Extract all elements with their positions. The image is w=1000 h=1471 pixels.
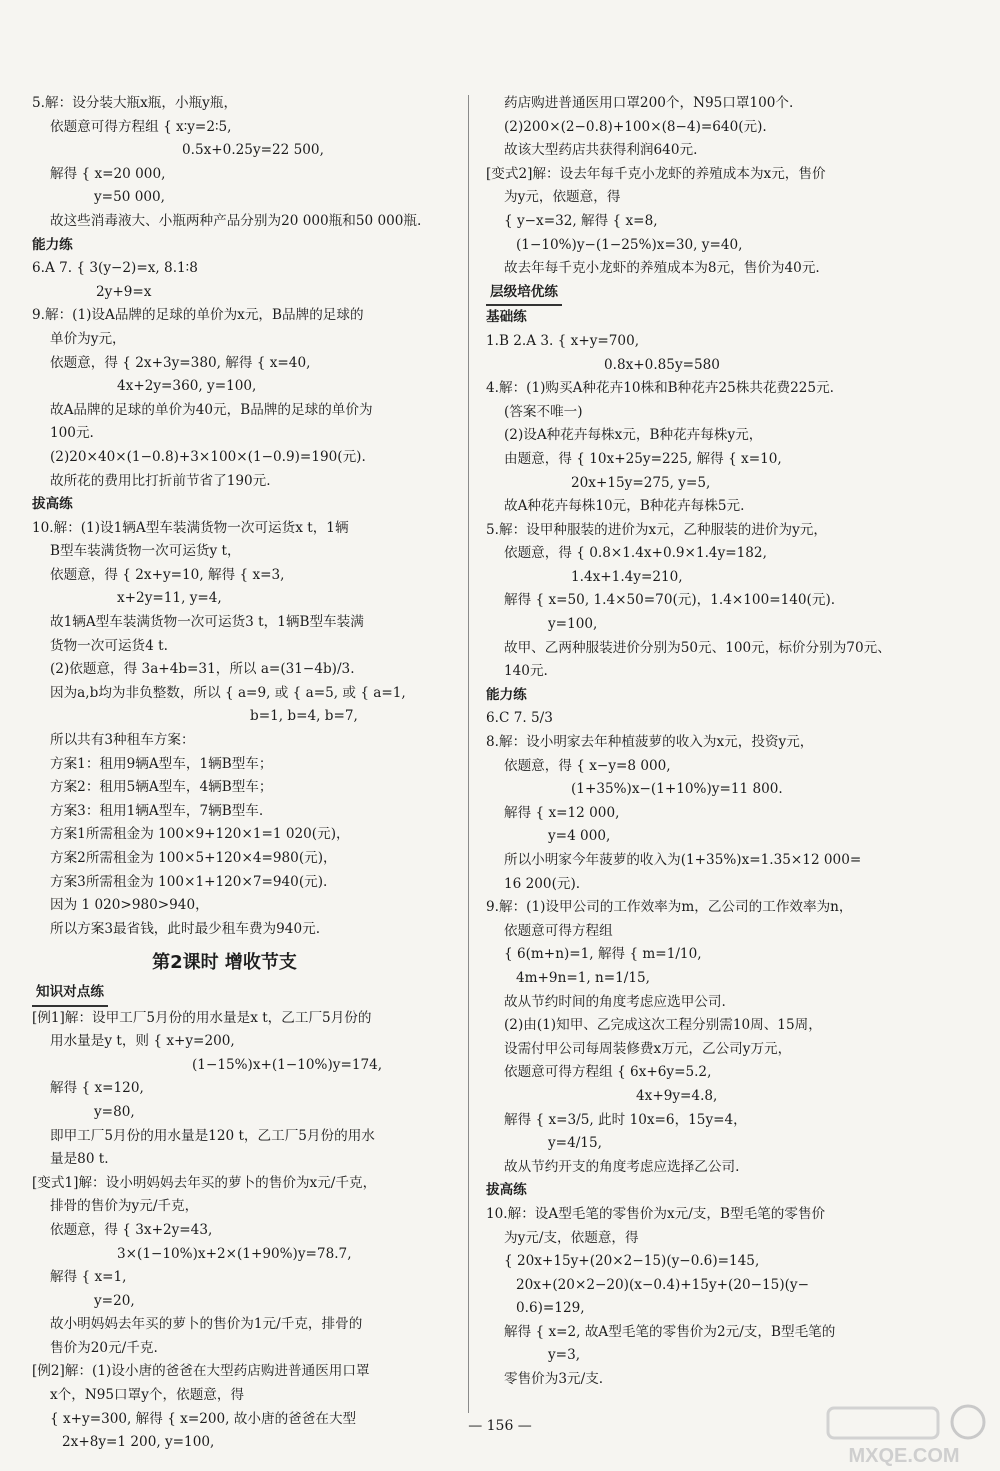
text-line: 依题意，得 { x−y=8 000, (504, 757, 671, 774)
text-line: 2x+8y=1 200, y=100, (62, 1434, 215, 1451)
text-line: 故该大型药店共获得利润640元. (504, 142, 698, 159)
text-line: 依题意可得方程组 { x∶y=2∶5, (50, 118, 232, 135)
section-tag: 层级培优练 (486, 281, 562, 307)
text-line: 1.B 2.A 3. { x+y=700, (486, 332, 640, 349)
section-heading: 拔高练 (32, 496, 73, 513)
text-line: (1−10%)y−(1−25%)x=30, y=40, (516, 236, 743, 253)
text-line: 依题意，得 { 3x+2y=43, (50, 1221, 213, 1238)
text-line: 故1辆A型车装满货物一次可运货3 t，1辆B型车装满 (50, 614, 364, 631)
text-line: 单价为y元， (50, 330, 126, 347)
text-line: 解得 { x=20 000, (50, 165, 166, 182)
text-line: 解得 { x=2, 故A型毛笔的零售价为2元/支，B型毛笔的 (504, 1323, 836, 1340)
text-line: 零售价为3元/支. (504, 1371, 604, 1388)
text-line: 4m+9n=1, n=1/15, (516, 969, 651, 986)
text-line: 4x+2y=360, y=100, (117, 378, 257, 395)
text-line: (2)20×40×(1−0.8)+3×100×(1−0.9)=190(元). (50, 448, 366, 465)
text-line: 所以方案3最省钱，此时最少租车费为940元. (50, 920, 321, 937)
text-line: (2)依题意，得 3a+4b=31，所以 a=(31−4b)/3. (50, 661, 355, 678)
text-line: 解得 { x=3/5, 此时 10x=6，15y=4， (504, 1111, 747, 1128)
text-line: 设需付甲公司每周装修费x万元，乙公司y万元， (504, 1040, 792, 1057)
text-line: 20x+15y=275, y=5, (571, 474, 711, 491)
watermark-text: MXQE.COM (848, 1445, 960, 1467)
text-line: 所以小明家今年菠萝的收入为(1+35%)x=1.35×12 000= (504, 852, 862, 868)
section-heading: 能力练 (32, 236, 73, 253)
text-line: 故从节约开支的角度考虑应选择乙公司. (504, 1158, 740, 1175)
text-line: 故A品牌的足球的单价为40元，B品牌的足球的单价为 (50, 401, 373, 418)
text-line: 4.解：(1)购买A种花卉10株和B种花卉25株共花费225元. (486, 380, 834, 397)
text-line: 故从节约时间的角度考虑应选甲公司. (504, 993, 726, 1010)
text-line: { y−x=32, 解得 { x=8, (504, 212, 658, 229)
text-line: 16 200(元). (504, 875, 581, 892)
text-line: 货物一次可运货4 t. (50, 637, 168, 654)
text-line: 药店购进普通医用口罩200个，N95口罩100个. (504, 95, 794, 111)
text-line: B型车装满货物一次可运货y t， (50, 543, 241, 560)
text-line: 依题意可得方程组 (504, 922, 613, 939)
text-line: { 6(m+n)=1, 解得 { m=1/10, (504, 946, 702, 963)
text-line: 由题意，得 { 10x+25y=225, 解得 { x=10, (504, 450, 782, 467)
text-line: 故这些消毒液大、小瓶两种产品分别为20 000瓶和50 000瓶. (50, 212, 422, 229)
text-line: 0.8x+0.85y=580 (604, 356, 720, 373)
text-line: y=100, (548, 616, 598, 633)
section-heading: 能力练 (486, 686, 527, 703)
text-line: (2)200×(2−0.8)+100×(8−4)=640(元). (504, 118, 767, 135)
text-line: 故去年每千克小龙虾的养殖成本为8元，售价为40元. (504, 260, 820, 277)
text-line: y=4/15, (548, 1135, 602, 1152)
text-line: 5.解：设甲种服装的进价为x元，乙种服装的进价为y元， (486, 521, 827, 538)
text-line: 解得 { x=1, (50, 1269, 127, 1286)
text-line: 方案2：租用5辆A型车，4辆B型车； (50, 779, 273, 796)
text-line: 8.解：设小明家去年种植菠萝的收入为x元，投资y元， (486, 734, 814, 751)
text-line: [变式2]解：设去年每千克小龙虾的养殖成本为x元，售价 (486, 165, 826, 182)
text-line: 故甲、乙两种服装进价分别为50元、100元，标价分别为70元、 (504, 639, 891, 656)
text-line: 故所花的费用比打折前节省了190元. (50, 472, 271, 489)
text-line: (2)设A种花卉每株x元，B种花卉每株y元， (504, 427, 763, 444)
text-line: (答案不唯一) (504, 403, 583, 420)
text-line: 所以共有3种租车方案： (50, 732, 195, 749)
text-line: 为y元/支，依题意，得 (504, 1229, 639, 1246)
column-divider (468, 95, 469, 1413)
text-line: 依题意，得 { 2x+y=10, 解得 { x=3, (50, 566, 285, 583)
text-line: 1.4x+1.4y=210, (571, 568, 683, 585)
section-tag: 知识对点练 (32, 981, 108, 1007)
text-line: 解得 { x=12 000, (504, 804, 620, 821)
text-line: 9.解：(1)设A品牌的足球的单价为x元，B品牌的足球的 (32, 307, 364, 324)
text-line: 方案1所需租金为 100×9+120×1=1 020(元)， (50, 826, 350, 843)
text-line: y=50 000, (94, 189, 165, 206)
text-line: 10.解：(1)设1辆A型车装满货物一次可运货x t，1辆 (32, 519, 349, 536)
text-line: 方案3：租用1辆A型车，7辆B型车. (50, 802, 264, 819)
text-line: 0.5x+0.25y=22 500, (182, 142, 324, 159)
text-line: (1+35%)x−(1+10%)y=11 800. (571, 781, 783, 798)
text-line: 0.6)=129, (516, 1300, 585, 1317)
text-line: y=3, (548, 1347, 581, 1364)
text-line: 故小明妈妈去年买的萝卜的售价为1元/千克，排骨的 (50, 1316, 363, 1333)
text-line: 为y元，依题意，得 (504, 189, 621, 206)
text-line: 100元. (50, 425, 94, 442)
text-line: 9.解：(1)设甲公司的工作效率为m，乙公司的工作效率为n， (486, 899, 853, 916)
text-line: 20x+(20×2−20)(x−0.4)+15y+(20−15)(y− (516, 1276, 809, 1293)
text-line: 6.A 7. { 3(y−2)=x, 8.1∶8 (32, 260, 198, 277)
text-line: 140元. (504, 663, 548, 680)
text-line: { x+y=300, 解得 { x=200, 故小唐的爸爸在大型 (50, 1410, 357, 1427)
watermark-logo (818, 1400, 990, 1468)
text-line: [变式1]解：设小明妈妈去年买的萝卜的售价为x元/千克， (32, 1174, 377, 1191)
text-line: 因为a,b均为非负整数，所以 { a=9, 或 { a=5, 或 { a=1, (50, 684, 406, 701)
text-line: 4x+9y=4.8, (636, 1087, 718, 1104)
text-line: x个，N95口罩y个，依题意，得 (50, 1387, 245, 1404)
text-line: 依题意，得 { 0.8×1.4x+0.9×1.4y=182, (504, 545, 767, 562)
text-line: 5.解：设分装大瓶x瓶，小瓶y瓶， (32, 95, 238, 111)
text-line: y=4 000, (548, 828, 611, 845)
text-line: 因为 1 020>980>940， (50, 897, 209, 914)
text-line: 故A种花卉每株10元，B种花卉每株5元. (504, 498, 745, 515)
text-line: x+2y=11, y=4, (117, 590, 222, 607)
right-column (486, 92, 906, 1392)
left-column (32, 92, 457, 1455)
text-line: 方案3所需租金为 100×1+120×7=940(元). (50, 873, 328, 890)
text-line: y=80, (94, 1103, 135, 1120)
text-line: 用水量是y t，则 { x+y=200, (50, 1033, 235, 1050)
text-line: 3×(1−10%)x+2×(1+90%)y=78.7, (117, 1245, 352, 1262)
text-line: 售价为20元/千克. (50, 1339, 158, 1356)
text-line: y=20, (94, 1292, 135, 1309)
text-line: [例1]解：设甲工厂5月份的用水量是x t，乙工厂5月份的 (32, 1009, 372, 1026)
text-line: 依题意，得 { 2x+3y=380, 解得 { x=40, (50, 354, 311, 371)
text-line: 解得 { x=50, 1.4×50=70(元)，1.4×100=140(元). (504, 592, 836, 609)
text-line: 解得 { x=120, (50, 1080, 144, 1097)
text-line: b=1, b=4, b=7, (250, 708, 358, 725)
text-line: 方案2所需租金为 100×5+120×4=980(元)， (50, 850, 337, 866)
text-line: 10.解：设A型毛笔的零售价为x元/支，B型毛笔的零售价 (486, 1205, 826, 1222)
text-line: 量是80 t. (50, 1151, 109, 1168)
text-line: (1−15%)x+(1−10%)y=174, (192, 1056, 383, 1073)
section-heading: 基础练 (486, 309, 527, 326)
chapter-title: 第2课时 增收节支 (152, 952, 297, 974)
text-line: 6.C 7. 5/3 (486, 710, 553, 727)
text-line: { 20x+15y+(20×2−15)(y−0.6)=145, (504, 1253, 760, 1270)
text-line: 即甲工厂5月份的用水量是120 t，乙工厂5月份的用水 (50, 1127, 375, 1144)
section-heading: 拔高练 (486, 1182, 527, 1199)
text-line: 方案1：租用9辆A型车，1辆B型车； (50, 755, 273, 772)
text-line: [例2]解：(1)设小唐的爸爸在大型药店购进普通医用口罩 (32, 1363, 370, 1380)
text-line: 依题意可得方程组 { 6x+6y=5.2, (504, 1064, 712, 1081)
text-line: 排骨的售价为y元/千克， (50, 1198, 199, 1215)
text-line: (2)由(1)知甲、乙完成这次工程分别需10周、15周， (504, 1017, 822, 1034)
page-number: — 156 — (468, 1418, 532, 1434)
text-line: 2y+9=x (96, 283, 152, 300)
